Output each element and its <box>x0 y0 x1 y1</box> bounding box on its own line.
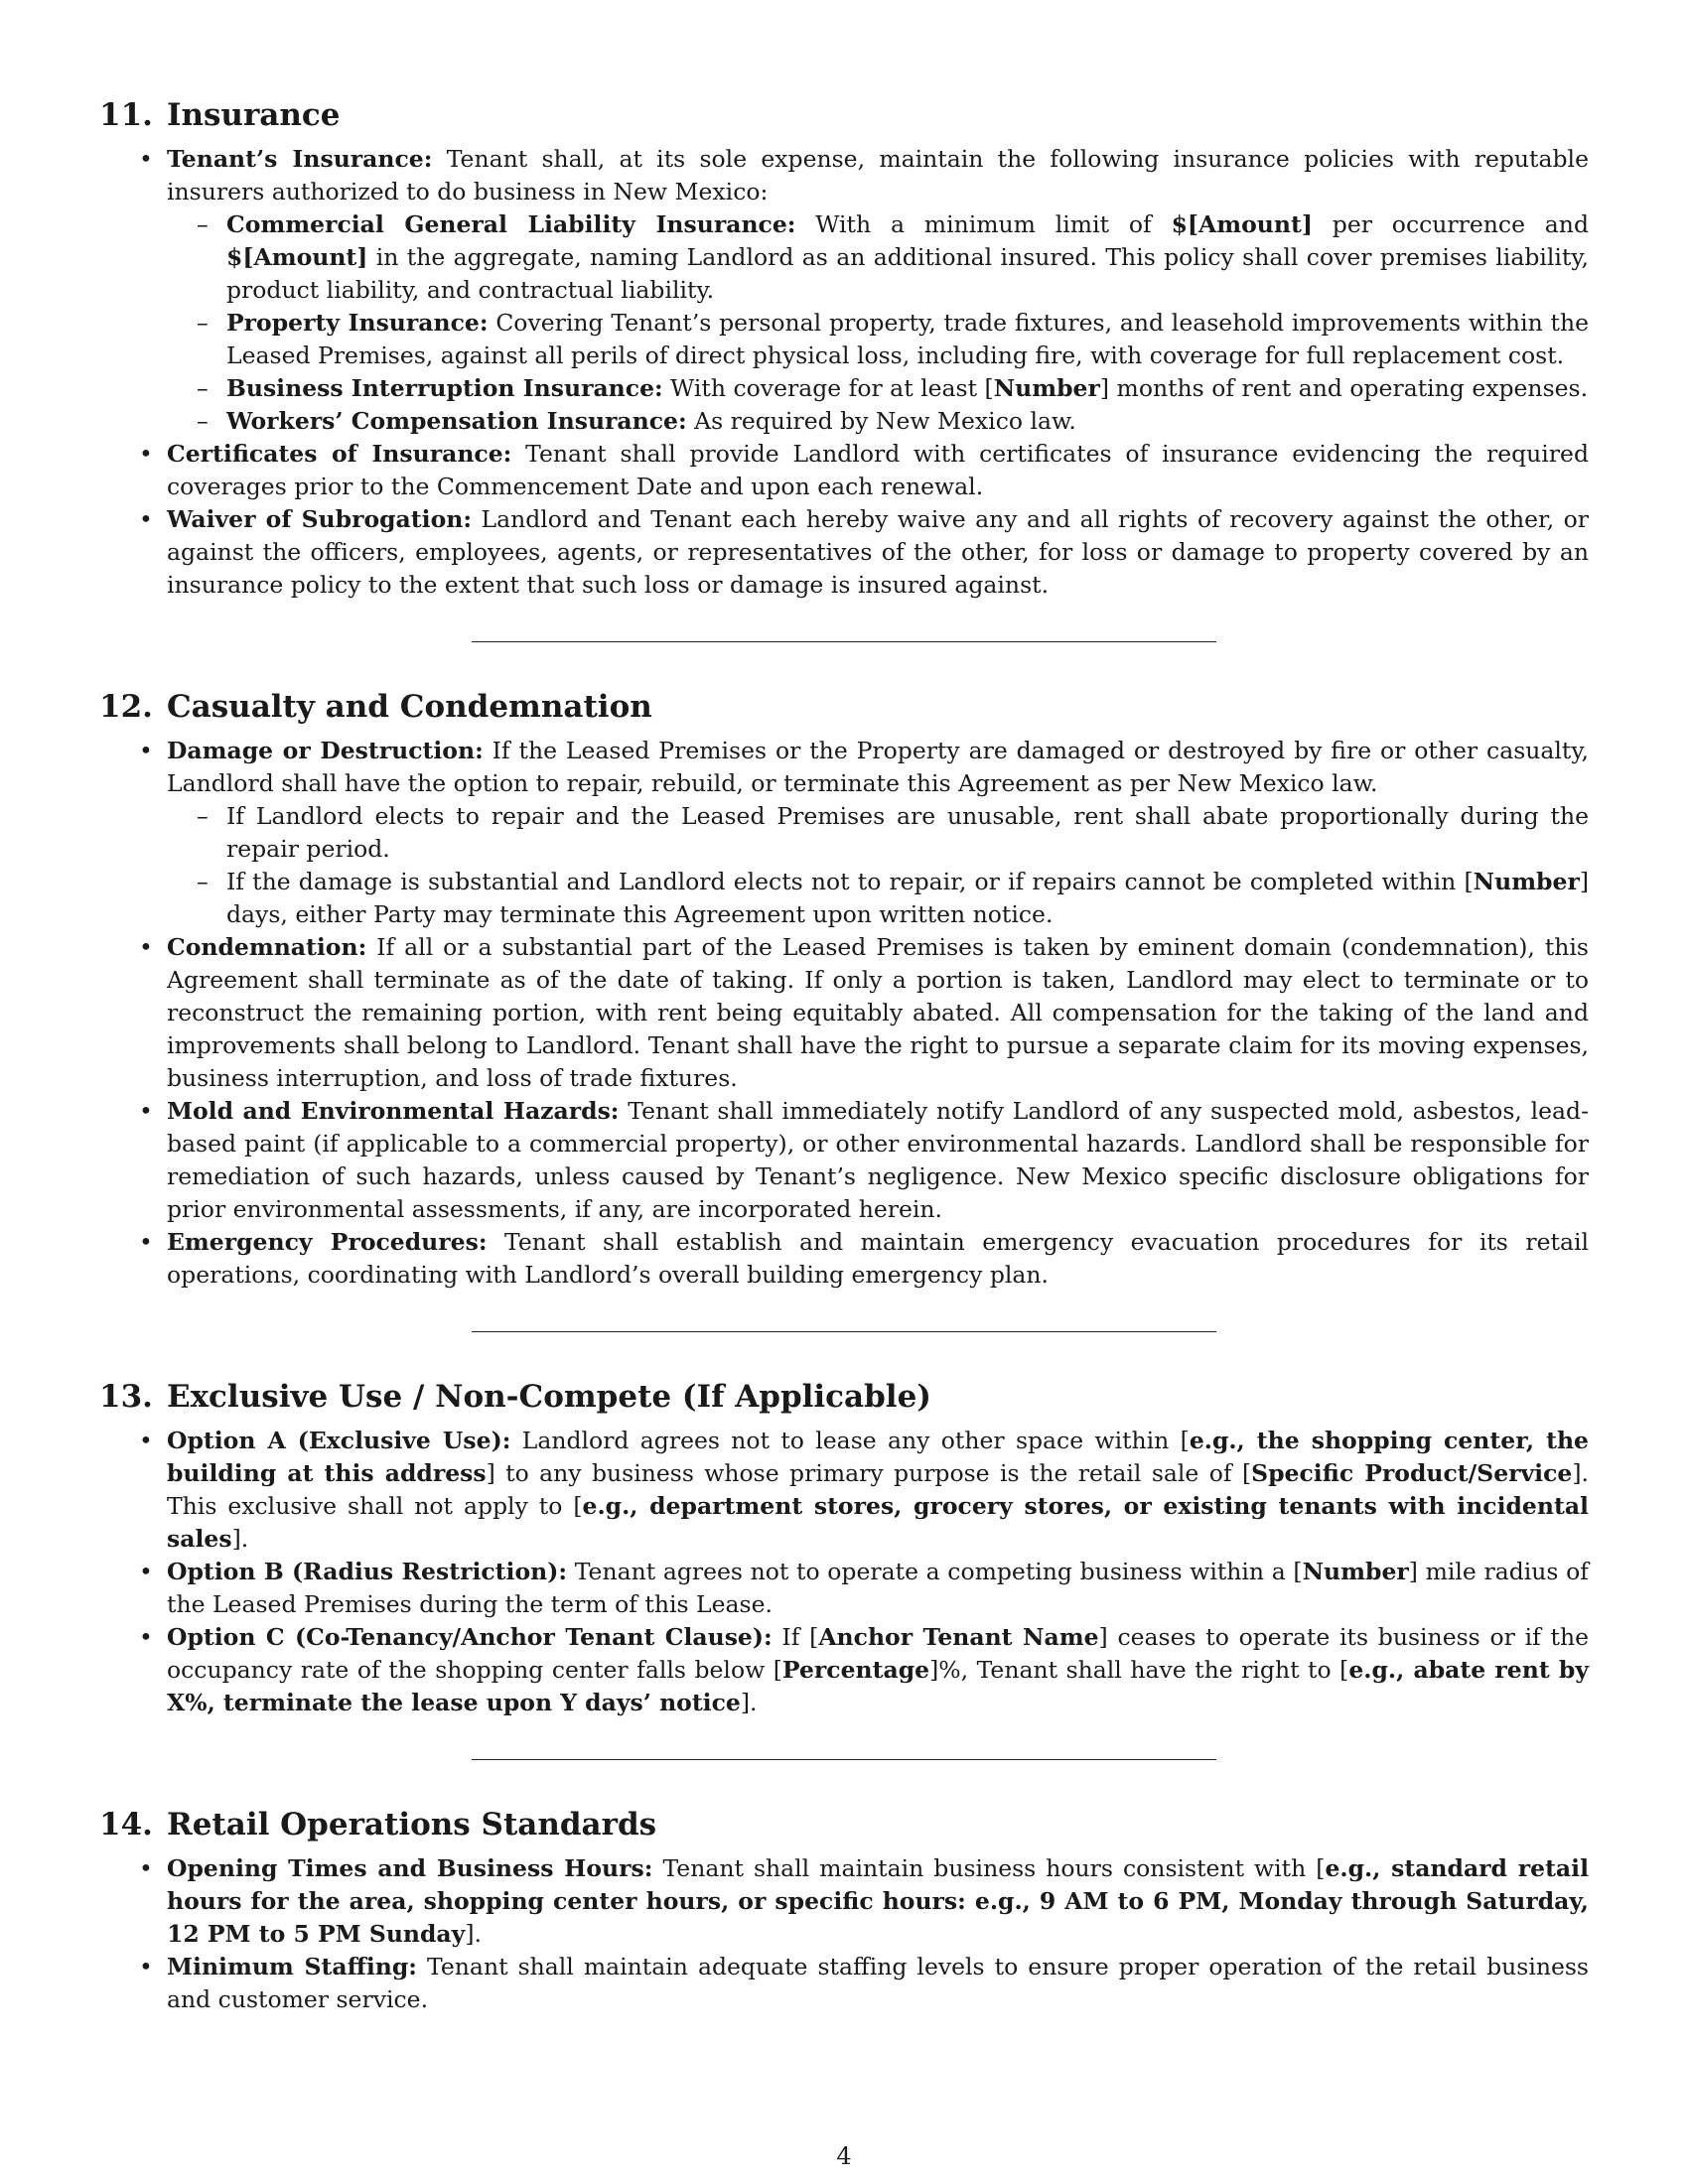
bullet-list <box>99 1852 1589 2016</box>
sub-list-item: – If Landlord elects to repair and the Leased Premises are unusable, rent shall abate proportionally during the repair period. <box>226 800 1589 866</box>
section-heading: 13. Exclusive Use / Non-Compete (If Applicable) <box>99 1379 931 1415</box>
list-item: • Damage or Destruction: If the Leased Premises or the Property are damaged or destroyed by fire or other casualty, Landlord shall have the option to repair, rebuild, or terminate this Agreement as per New Mexico law. – If Landlord elects to repair and the Leased Premises are unusable, rent shall abate proportionally during the repair period. – If the damage is substantial and Landlord elects not to repair, or if repairs cannot be completed within [Number] days, either Party may terminate this Agreement upon written notice. <box>167 735 1589 931</box>
list-item: • Opening Times and Business Hours: Tenant shall maintain business hours consistent with [e.g., standard retail hours for the area, shopping center hours, or specific hours: e.g., 9 AM to 6 PM, Monday through Saturday, 12 PM to 5 PM Sunday]. <box>167 1852 1589 1951</box>
list-item: • Minimum Staffing: Tenant shall maintain adequate staffing levels to ensure proper operation of the retail business and customer service. <box>167 1951 1589 2016</box>
list-item: • Option C (Co-Tenancy/Anchor Tenant Clause): If [Anchor Tenant Name] ceases to operate its business or if the occupancy rate of the shopping center falls below [Percentage]%, Tenant shall have the right to [e.g., abate rent by X%, terminate the lease upon Y days’ notice]. <box>167 1621 1589 1719</box>
sub-list <box>167 800 1589 931</box>
list-item: • Waiver of Subrogation: Landlord and Tenant each hereby waive any and all rights of recovery against the other, or against the officers, employees, agents, or representatives of the other, for loss or damage to property covered by an insurance policy to the extent that such loss or damage is insured against. <box>167 503 1589 602</box>
section-heading: 12. Casualty and Condemnation <box>99 689 652 725</box>
list-item: • Emergency Procedures: Tenant shall establish and maintain emergency evacuation procedures for its retail operations, coordinating with Landlord’s overall building emergency plan. <box>167 1226 1589 1292</box>
list-item: • Condemnation: If all or a substantial part of the Leased Premises is taken by eminent domain (condemnation), this Agreement shall terminate as of the date of taking. If only a portion is taken, Landlord may elect to terminate or to reconstruct the remaining portion, with rent being equitably abated. All compensation for the taking of the land and improvements shall belong to Landlord. Tenant shall have the right to pursue a separate claim for its moving expenses, business interruption, and loss of trade fixtures. <box>167 931 1589 1095</box>
section-retail-operations <box>99 1805 1589 2016</box>
sub-list-item: – Business Interruption Insurance: With coverage for at least [Number] months of rent and operating expenses. <box>226 372 1589 405</box>
list-item: • Option A (Exclusive Use): Landlord agrees not to lease any other space within [e.g., the shopping center, the building at this address] to any business whose primary purpose is the retail sale of [Specific Product/Service]. This exclusive shall not apply to [e.g., department stores, grocery stores, or existing tenants with incidental sales]. <box>167 1425 1589 1556</box>
section-casualty-condemnation <box>99 687 1589 1292</box>
list-item: • Certificates of Insurance: Tenant shall provide Landlord with certificates of insurance evidencing the required coverages prior to the Commencement Date and upon each renewal. <box>167 438 1589 503</box>
list-item: • Option B (Radius Restriction): Tenant agrees not to operate a competing business within a [Number] mile radius of the Leased Premises during the term of this Lease. <box>167 1556 1589 1621</box>
section-heading: 11. Insurance <box>99 97 341 133</box>
section-heading: 14. Retail Operations Standards <box>99 1807 657 1843</box>
section-divider <box>472 1759 1216 1760</box>
section-divider <box>472 1331 1216 1332</box>
sub-list-item: – Workers’ Compensation Insurance: As required by New Mexico law. <box>226 405 1589 438</box>
bullet-list <box>99 735 1589 1292</box>
bullet-list <box>99 1425 1589 1719</box>
sub-list-item: – Property Insurance: Covering Tenant’s personal property, trade fixtures, and leasehold improvements within the Leased Premises, against all perils of direct physical loss, including fire, with coverage for full replacement cost. <box>226 307 1589 372</box>
bullet-list <box>99 143 1589 602</box>
sub-list-item: – Commercial General Liability Insurance: With a minimum limit of $[Amount] per occurrence and $[Amount] in the aggregate, naming Landlord as an additional insured. This policy shall cover premises liability, product liability, and contractual liability. <box>226 208 1589 307</box>
list-item: • Mold and Environmental Hazards: Tenant shall immediately notify Landlord of any suspected mold, asbestos, lead-based paint (if applicable to a commercial property), or other environmental hazards. Landlord shall be responsible for remediation of such hazards, unless caused by Tenant’s negligence. New Mexico specific disclosure obligations for prior environmental assessments, if any, are incorporated herein. <box>167 1095 1589 1226</box>
section-insurance <box>99 95 1589 602</box>
section-exclusive-use <box>99 1377 1589 1719</box>
sub-list-item: – If the damage is substantial and Landlord elects not to repair, or if repairs cannot be completed within [Number] days, either Party may terminate this Agreement upon written notice. <box>226 866 1589 931</box>
sub-list <box>167 208 1589 438</box>
section-divider <box>472 641 1216 642</box>
list-item: • Tenant’s Insurance: Tenant shall, at its sole expense, maintain the following insurance policies with reputable insurers authorized to do business in New Mexico: – Commercial General Liability Insurance: With a minimum limit of $[Amount] per occurrence and $[Amount] in the aggregate, naming Landlord as an additional insured. This policy shall cover premises liability, product liability, and contractual liability. – Property Insurance: Covering Tenant’s personal property, trade fixtures, and leasehold improvements within the Leased Premises, against all perils of direct physical loss, including fire, with coverage for full replacement cost. – Business Interruption Insurance: With coverage for at least [Number] months of rent and operating expenses. – Workers’ Compensation Insurance: As required by New Mexico law. <box>167 143 1589 438</box>
document-page <box>99 95 1589 2016</box>
page-number: 4 <box>836 2142 852 2170</box>
